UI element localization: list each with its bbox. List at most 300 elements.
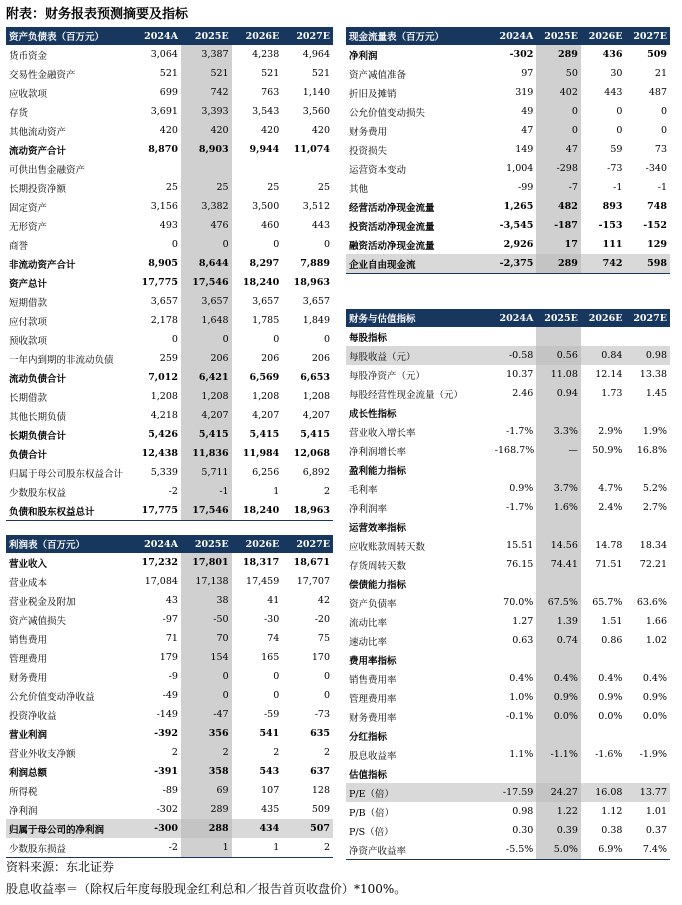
cell-value: 149 — [515, 144, 534, 155]
page-title: 附表：财务报表预测摘要及指标 — [6, 7, 189, 22]
cell-value — [581, 403, 626, 422]
cell-value: 0.98 — [512, 806, 534, 817]
row-label: P/S（倍） — [349, 826, 394, 838]
column-header: 2025E — [536, 309, 581, 327]
table-title: 资产负债表（百万元） — [6, 27, 130, 45]
table-row — [346, 403, 670, 422]
cell-value: 17,459 — [246, 576, 280, 587]
table-row — [6, 292, 333, 311]
cell-value: 1.39 — [536, 612, 581, 631]
row-label: 负债合计 — [9, 449, 48, 461]
row-label: 融资活动净现金流量 — [349, 240, 435, 252]
cell-value: -1 — [181, 482, 232, 501]
cell-value: 2 — [282, 838, 333, 858]
row-label: 资产减值准备 — [349, 69, 407, 81]
cell-value: -168.7% — [494, 445, 535, 456]
cell-value: 3,387 — [181, 45, 232, 64]
balance-sheet-table — [6, 27, 333, 521]
cell-value: 5,339 — [150, 467, 178, 478]
cell-value: 509 — [311, 804, 330, 815]
cell-value — [581, 517, 626, 536]
cell-value: 0.38 — [601, 825, 623, 836]
cell-value — [581, 327, 626, 346]
row-label: 毛利率 — [349, 484, 378, 496]
cell-value: 18,317 — [242, 557, 280, 568]
cell-value: 521 — [159, 68, 178, 79]
cell-value — [536, 574, 581, 593]
cell-value: 507 — [282, 819, 333, 838]
row-label: 偿债能力指标 — [349, 579, 407, 591]
cell-value: 435 — [261, 804, 280, 815]
cell-value: 0 — [536, 121, 581, 140]
cell-value — [536, 764, 581, 783]
cell-value: 3.3% — [536, 422, 581, 441]
cell-value: -1.6% — [595, 749, 623, 760]
table-row — [346, 121, 670, 140]
table-row — [346, 197, 670, 216]
column-header: 2025E — [536, 27, 581, 45]
cell-value: -1 — [613, 182, 623, 193]
cell-value: 165 — [261, 652, 280, 663]
cell-value: -298 — [536, 159, 581, 178]
table-row — [6, 102, 333, 121]
cell-value: 17,775 — [130, 501, 181, 521]
cell-value: 12,438 — [141, 448, 178, 459]
cell-value: 17,775 — [141, 277, 178, 288]
cell-value: -0.1% — [505, 711, 534, 722]
cell-value: 206 — [311, 353, 330, 364]
cell-value: -99 — [518, 182, 534, 193]
row-label: 短期借款 — [9, 297, 48, 309]
column-header: 2024A — [492, 27, 537, 45]
row-label: 非流动资产合计 — [9, 259, 76, 271]
cell-value: 1 — [181, 838, 232, 858]
cell-value: 8,905 — [148, 258, 178, 269]
cell-value: 5,415 — [300, 429, 330, 440]
cell-value: 2 — [181, 743, 232, 762]
row-label: 经营活动净现金流量 — [349, 202, 435, 214]
cell-value — [282, 159, 333, 178]
column-header: 2026E — [232, 535, 283, 553]
cell-value: 0 — [181, 686, 232, 705]
table-row — [6, 572, 333, 591]
cell-value — [130, 159, 181, 178]
cell-value: 0.39 — [536, 821, 581, 840]
row-label: 净利润 — [349, 50, 378, 62]
cell-value: 3,657 — [150, 296, 178, 307]
row-label: 其他流动资产 — [9, 126, 67, 138]
column-header: 2027E — [625, 27, 670, 45]
row-label: 资产减值损失 — [9, 615, 67, 627]
cell-value: 1.22 — [536, 802, 581, 821]
table-row — [346, 83, 670, 102]
cell-value — [536, 403, 581, 422]
cell-value: 0 — [323, 239, 330, 250]
cell-value: 3,156 — [150, 201, 178, 212]
balance-grid — [6, 27, 333, 521]
cell-value: 129 — [647, 239, 667, 250]
cell-value: 635 — [310, 728, 330, 739]
cell-value: 17,138 — [181, 572, 232, 591]
row-label: 预收款项 — [9, 335, 48, 347]
cell-value — [625, 726, 670, 745]
cell-value: 67.5% — [536, 593, 581, 612]
cell-value: 1.02 — [645, 635, 667, 646]
cell-value: 47 — [521, 125, 534, 136]
cell-value: 3,500 — [252, 201, 280, 212]
cell-value — [581, 726, 626, 745]
cell-value: 0 — [171, 334, 178, 345]
table-header-row — [346, 27, 670, 45]
row-label: 长期负债合计 — [9, 430, 67, 442]
cell-value: 6,569 — [249, 372, 280, 383]
cell-value: -9 — [168, 671, 178, 682]
row-label: 应付款项 — [9, 316, 48, 328]
cell-value: 541 — [259, 728, 280, 739]
cell-value: -2,375 — [492, 254, 537, 274]
table-header-row — [6, 535, 333, 553]
table-row — [6, 444, 333, 463]
cell-value: 487 — [648, 87, 667, 98]
table-row — [6, 838, 333, 858]
table-row — [346, 460, 670, 479]
row-label: 管理费用 — [9, 653, 48, 665]
table-row — [6, 667, 333, 686]
cell-value: -17.59 — [492, 783, 537, 802]
table-row — [6, 254, 333, 273]
row-label: 估值指标 — [349, 769, 388, 781]
table-row — [346, 669, 670, 688]
cell-value: 8,903 — [181, 140, 232, 159]
cell-value: 17,546 — [181, 273, 232, 292]
cell-value: -2 — [168, 486, 178, 497]
cell-value: 3,657 — [302, 296, 330, 307]
row-label: 商誉 — [9, 240, 29, 252]
column-header: 2026E — [581, 309, 626, 327]
cell-value: 6,421 — [181, 368, 232, 387]
table-row — [6, 349, 333, 368]
cell-value: 71.51 — [595, 559, 623, 570]
row-label: 财务费用率 — [349, 712, 397, 724]
cell-value: -152 — [643, 220, 667, 231]
table-row — [346, 346, 670, 365]
cell-value: 74.41 — [536, 555, 581, 574]
cell-value: 1 — [232, 838, 283, 858]
row-label: 运营效率指标 — [349, 522, 407, 534]
cell-value: 3,560 — [302, 106, 330, 117]
cell-value: 0.9% — [509, 483, 534, 494]
cell-value: 259 — [159, 353, 178, 364]
row-label: 投资活动净现金流量 — [349, 221, 435, 233]
cell-value: 11,984 — [242, 448, 280, 459]
cell-value: 1.73 — [601, 388, 623, 399]
column-header: 2024A — [130, 535, 181, 553]
cell-value: 3,393 — [181, 102, 232, 121]
cell-value: 434 — [232, 819, 283, 838]
cell-value: 9,944 — [249, 144, 280, 155]
row-label: 营业成本 — [9, 577, 48, 589]
column-header: 2025E — [181, 27, 232, 45]
cell-value: 1.51 — [601, 616, 623, 627]
cell-value: 74 — [267, 633, 280, 644]
cell-value: 1.27 — [512, 616, 534, 627]
cell-value: -7 — [536, 178, 581, 197]
cell-value: 16.8% — [636, 445, 667, 456]
table-row — [346, 441, 670, 460]
cell-value: 0.94 — [536, 384, 581, 403]
cell-value: 24.27 — [536, 783, 581, 802]
table-row — [346, 254, 670, 274]
row-label: 净利润 — [9, 805, 38, 817]
cell-value: 2.7% — [642, 502, 667, 513]
cell-value: 3,657 — [181, 292, 232, 311]
table-row — [6, 178, 333, 197]
cell-value: 42 — [317, 595, 330, 606]
cell-value: 18,671 — [293, 557, 330, 568]
row-label: 应收账款周转天数 — [349, 541, 426, 553]
cell-value: 543 — [259, 766, 280, 777]
row-label: 投资损失 — [349, 145, 388, 157]
cell-value: 50.9% — [592, 445, 623, 456]
cell-value: 509 — [647, 49, 667, 60]
cell-value: 319 — [515, 87, 534, 98]
cell-value: -30 — [263, 614, 280, 625]
cell-value: 0 — [323, 690, 330, 701]
cell-value: 206 — [181, 349, 232, 368]
table-row — [6, 819, 333, 838]
cell-value: 63.6% — [636, 597, 667, 608]
cell-value: 10.37 — [506, 369, 534, 380]
cell-value: 742 — [181, 83, 232, 102]
row-label: 企业自由现金流 — [346, 254, 492, 274]
cell-value: -153 — [598, 220, 623, 231]
row-label: 每股指标 — [349, 332, 388, 344]
table-row — [346, 650, 670, 669]
cell-value: 0.9% — [598, 692, 623, 703]
row-label: 应收款项 — [9, 88, 48, 100]
cashflow-table — [346, 27, 670, 274]
cell-value: 0 — [616, 125, 623, 136]
cell-value: 0 — [273, 334, 280, 345]
cell-value: 1.1% — [509, 749, 534, 760]
cell-value: 21 — [654, 68, 667, 79]
cell-value: 4.7% — [598, 483, 623, 494]
table-row — [6, 273, 333, 292]
cell-value: 17,232 — [141, 557, 178, 568]
cell-value: 476 — [181, 216, 232, 235]
table-row — [6, 197, 333, 216]
cell-value: 30 — [610, 68, 623, 79]
cell-value: 0.74 — [536, 631, 581, 650]
table-row — [346, 178, 670, 197]
cell-value: 0 — [616, 106, 623, 117]
cell-value: 742 — [581, 254, 626, 274]
cashflow-grid — [346, 27, 670, 274]
cell-value: 0 — [536, 102, 581, 121]
table-row — [6, 387, 333, 406]
cell-value: 50 — [536, 64, 581, 83]
cell-value: 0.4% — [509, 673, 534, 684]
cell-value: 11,836 — [181, 444, 232, 463]
cell-value: 18,240 — [242, 277, 280, 288]
cell-value: 59 — [610, 144, 623, 155]
cell-value: 1,648 — [181, 311, 232, 330]
table-row — [346, 593, 670, 612]
cell-value: -302 — [156, 804, 178, 815]
cell-value: 0.84 — [581, 346, 626, 365]
cell-value: 0 — [660, 106, 667, 117]
income-statement-table — [6, 535, 333, 858]
table-row — [346, 574, 670, 593]
cell-value: -50 — [181, 610, 232, 629]
row-label: 销售费用率 — [349, 674, 397, 686]
row-label: 营业收入 — [9, 558, 48, 570]
cell-value: 3,382 — [181, 197, 232, 216]
cell-value: 1,208 — [302, 391, 330, 402]
table-row — [6, 216, 333, 235]
table-row — [346, 479, 670, 498]
cell-value: 4,218 — [150, 410, 178, 421]
cell-value: 3,657 — [252, 296, 280, 307]
table-header-row — [6, 27, 333, 45]
cell-value: 5,426 — [148, 429, 178, 440]
table-row — [346, 631, 670, 650]
cell-value: 5,711 — [181, 463, 232, 482]
cell-value: 0.37 — [645, 825, 667, 836]
row-label: 成长性指标 — [349, 408, 397, 420]
cell-value — [536, 517, 581, 536]
row-label: 货币资金 — [9, 50, 48, 62]
row-label: P/B（倍） — [349, 807, 395, 819]
cell-value: 2 — [273, 747, 280, 758]
cell-value: 4,964 — [302, 49, 330, 60]
cell-value: 6,653 — [300, 372, 330, 383]
cell-value: 0.30 — [512, 825, 534, 836]
table-row — [6, 311, 333, 330]
cell-value: 289 — [536, 254, 581, 274]
row-label: 运营资本变动 — [349, 164, 407, 176]
cell-value: 0 — [323, 671, 330, 682]
table-row — [6, 501, 333, 521]
table-row — [346, 159, 670, 178]
ratios-grid — [346, 309, 670, 860]
row-label: 费用率指标 — [349, 655, 397, 667]
cell-value: 7,889 — [300, 258, 330, 269]
cell-value: 7.4% — [625, 840, 670, 860]
cell-value: -1.7% — [505, 502, 534, 513]
cell-value: 76.15 — [506, 559, 534, 570]
cell-value: -340 — [645, 163, 667, 174]
cell-value: 1.45 — [645, 388, 667, 399]
cell-value: 1,265 — [503, 201, 534, 212]
table-row — [6, 724, 333, 743]
cell-value: 598 — [625, 254, 670, 274]
cell-value: 1,849 — [302, 315, 330, 326]
cell-value: 1,785 — [252, 315, 280, 326]
cell-value: 763 — [261, 87, 280, 98]
row-label: 交易性金融资产 — [9, 69, 76, 81]
cell-value: 2.46 — [512, 388, 534, 399]
cell-value: 71 — [165, 633, 178, 644]
cell-value: 17,801 — [181, 553, 232, 572]
cell-value: 2,178 — [150, 315, 178, 326]
table-row — [346, 384, 670, 403]
row-label: 营业外收支净额 — [9, 748, 76, 760]
cell-value: 521 — [311, 68, 330, 79]
table-row — [346, 45, 670, 64]
cell-value: 0 — [660, 125, 667, 136]
cell-value: 0.56 — [536, 346, 581, 365]
cell-value: 0.4% — [642, 673, 667, 684]
row-label: 所得税 — [9, 786, 38, 798]
cell-value: 356 — [181, 724, 232, 743]
table-header-row — [346, 309, 670, 327]
table-row — [6, 121, 333, 140]
cell-value: -47 — [181, 705, 232, 724]
cell-value: -187 — [536, 216, 581, 235]
table-row — [346, 365, 670, 384]
cell-value: 637 — [310, 766, 330, 777]
cell-value: 25 — [165, 182, 178, 193]
cell-value: 6,892 — [302, 467, 330, 478]
row-label: 财务费用 — [9, 672, 48, 684]
cell-value — [625, 574, 670, 593]
cell-value: 0 — [171, 239, 178, 250]
cell-value: 13.38 — [639, 369, 667, 380]
cell-value: 17,084 — [144, 576, 178, 587]
cell-value: 1.6% — [536, 498, 581, 517]
row-label: 每股经营性现金流量（元） — [349, 389, 464, 401]
cell-value: 70.0% — [503, 597, 534, 608]
cell-value: 420 — [261, 125, 280, 136]
table-row — [6, 64, 333, 83]
table-row — [6, 743, 333, 762]
table-row — [6, 591, 333, 610]
row-label: 分红指标 — [349, 731, 388, 743]
table-row — [346, 102, 670, 121]
cell-value: 4,207 — [252, 410, 280, 421]
table-row — [6, 406, 333, 425]
cell-value: -300 — [130, 819, 181, 838]
cell-value: 0 — [273, 671, 280, 682]
cell-value: -73 — [314, 709, 330, 720]
cell-value: 2.4% — [598, 502, 623, 513]
cell-value — [625, 460, 670, 479]
cell-value: 41 — [267, 595, 280, 606]
cell-value — [581, 460, 626, 479]
cell-value: 14.78 — [595, 540, 623, 551]
cell-value — [492, 460, 537, 479]
row-label: 营业利润 — [9, 729, 48, 741]
cell-value: 111 — [602, 239, 623, 250]
row-label: 负债和股东权益总计 — [6, 501, 130, 521]
column-header: 2025E — [181, 535, 232, 553]
cell-value: 17,546 — [181, 501, 232, 521]
cell-value: 73 — [654, 144, 667, 155]
cell-value: 14.56 — [536, 536, 581, 555]
column-header: 2026E — [232, 27, 283, 45]
cell-value: 4,238 — [252, 49, 280, 60]
cell-value: 0.9% — [536, 688, 581, 707]
cell-value: 6,256 — [252, 467, 280, 478]
cell-value: 17,707 — [296, 576, 330, 587]
cell-value: 893 — [602, 201, 623, 212]
table-row — [6, 800, 333, 819]
row-label: 长期投资净额 — [9, 183, 67, 195]
table-row — [346, 140, 670, 159]
row-label: 固定资产 — [9, 202, 48, 214]
cell-value — [181, 159, 232, 178]
